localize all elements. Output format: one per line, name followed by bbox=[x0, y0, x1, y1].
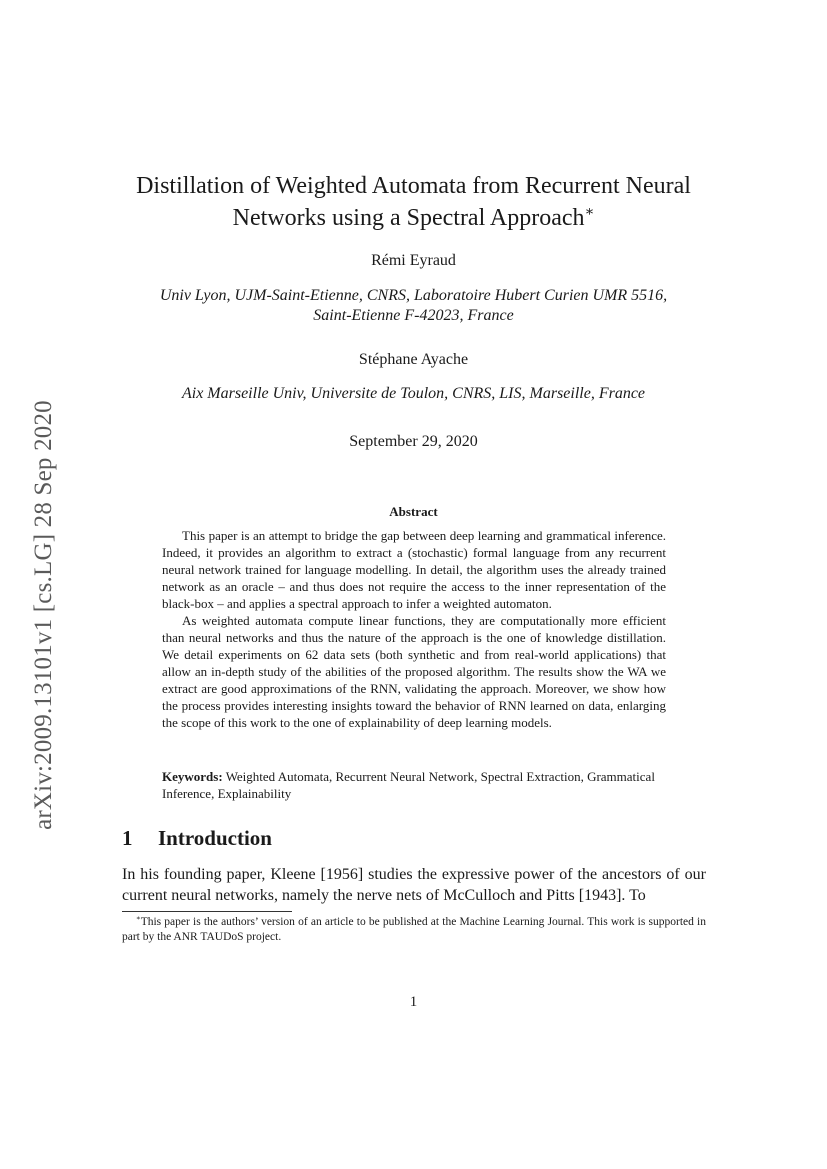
abstract-heading: Abstract bbox=[389, 504, 438, 519]
abstract-paragraph-1: This paper is an attempt to bridge the gap between deep learning and grammatical inference. Indeed, it provides an algorithm to extract a (stochastic) formal language from any recurrent neural network trained for language modelling. In detail, the algorithm uses the already trained network as an oracle – and thus does not require the access to the inner representation of the black-box – and applies a spectral approach to infer a weighted automaton. bbox=[162, 528, 666, 611]
keywords-text: Weighted Automata, Recurrent Neural Network, Spectral Extraction, Grammatical Inference, Explainability bbox=[162, 769, 655, 801]
abstract-body bbox=[162, 527, 666, 731]
footnote-divider bbox=[122, 911, 292, 912]
affiliation-1-line-2: Saint-Etienne F-42023, France bbox=[313, 307, 514, 324]
footnote bbox=[122, 915, 706, 945]
title-footnote-marker: ∗ bbox=[584, 204, 595, 220]
author-name-2: Stéphane Ayache bbox=[358, 351, 469, 368]
keywords-label: Keywords: bbox=[162, 769, 223, 784]
footnote-text: This paper is the authors’ version of an article to be published at the Machine Learning Journal. This work is supported in part by the ANR TAUDoS project. bbox=[122, 916, 706, 943]
intro-paragraph: In his founding paper, Kleene [1956] studies the expressive power of the ancestors of our current neural networks, namely the nerve nets of McCulloch and Pitts [1943]. To bbox=[122, 866, 706, 904]
title-line-2 bbox=[0, 202, 827, 234]
author-affiliation-1 bbox=[0, 286, 827, 326]
keywords bbox=[162, 768, 666, 802]
section-heading bbox=[122, 826, 272, 851]
title-line-2-text: Networks using a Spectral Approach bbox=[232, 205, 585, 231]
affiliation-1-line-1: Univ Lyon, UJM-Saint-Etienne, CNRS, Laboratoire Hubert Curien UMR 5516, bbox=[159, 287, 668, 304]
page-number: 1 bbox=[409, 994, 418, 1010]
arxiv-identifier: arXiv:2009.13101v1 [cs.LG] 28 Sep 2020 bbox=[30, 400, 57, 830]
section-title: Introduction bbox=[158, 826, 272, 850]
section-number: 1 bbox=[122, 826, 133, 850]
footnote-marker: ∗ bbox=[136, 915, 141, 923]
abstract-paragraph-2: As weighted automata compute linear functions, they are computationally more efficient than neural networks and thus the nature of the approach is the one of knowledge distillation. We detail experiments on 62 data sets (both synthetic and from real-world applications) that allow an in-depth study of the abilities of the proposed algorithm. The results show the WA we extract are good approximations of the RNN, validating the approach. Moreover, we show how the process provides interesting insights toward the behavior of RNN learned on data, enlarging the scope of this work to the one of explainability of deep learning models. bbox=[162, 613, 666, 730]
author-name-1: Rémi Eyraud bbox=[371, 252, 456, 269]
title-line-1: Distillation of Weighted Automata from Recurrent Neural bbox=[136, 173, 691, 199]
author-affiliation-2: Aix Marseille Univ, Universite de Toulon, CNRS, LIS, Marseille, France bbox=[181, 385, 646, 402]
paper-title bbox=[0, 170, 827, 234]
publication-date: September 29, 2020 bbox=[349, 433, 478, 450]
